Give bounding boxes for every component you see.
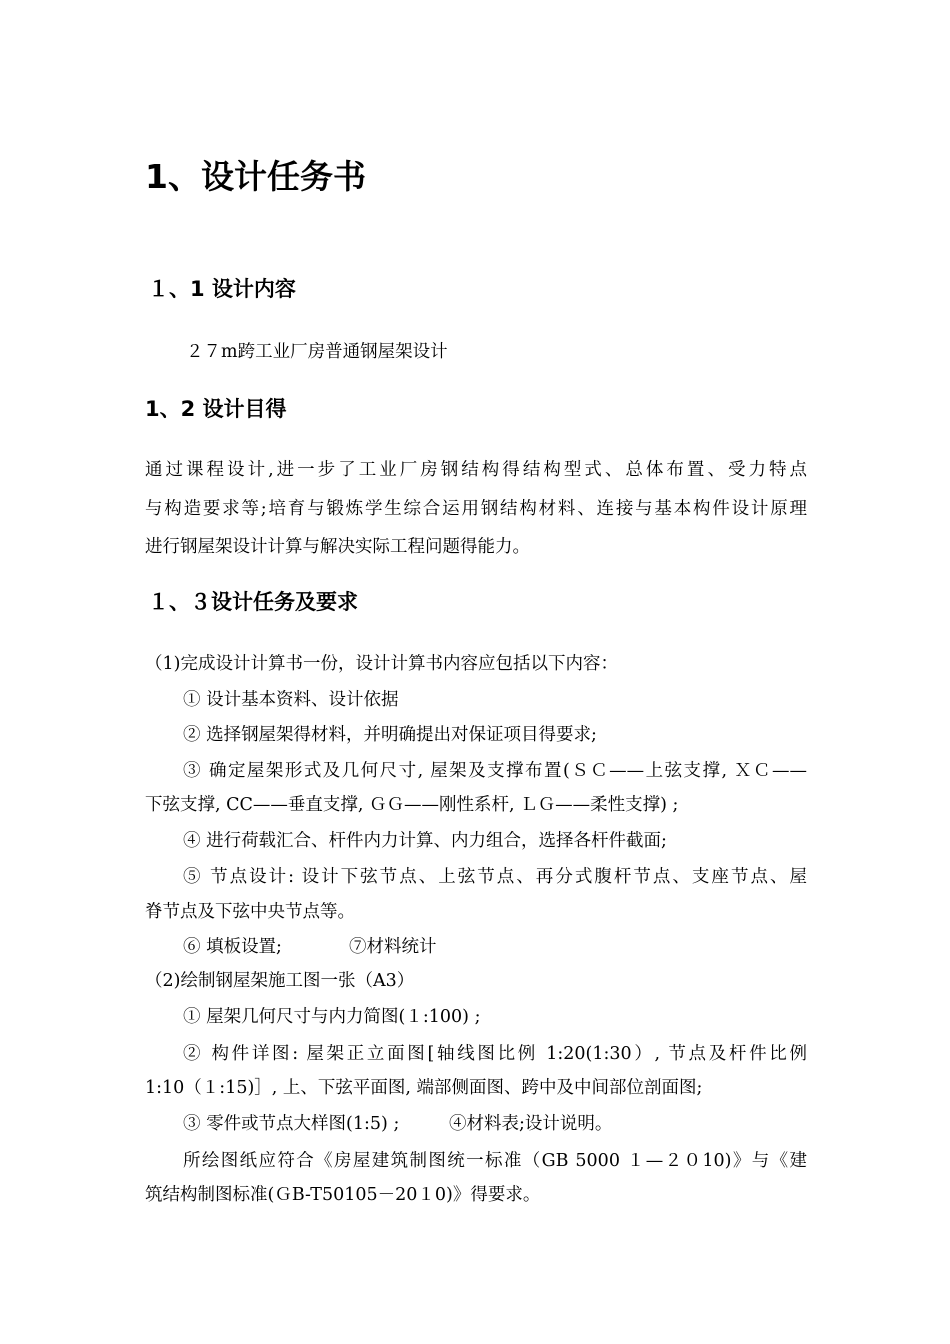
task-2-sub-3: ③ 零件或节点大样图(1:5) ; [183,1114,400,1134]
task-1-sub-3-line-1: ③ 确定屋架形式及几何尺寸, 屋架及支撑布置(ＳＣ——上弦支撑, ＸＣ—— [183,761,807,781]
task-2-sub-2-line-1: ② 构件详图: 屋架正立面图[轴线图比例 1:20(1:30）, 节点及杆件比例 [183,1044,807,1064]
task-1-sub-2: ② 选择钢屋架得材料，并明确提出对保证项目得要求; [183,725,597,745]
task-1-sub-1: ① 设计基本资料、设计依据 [183,690,399,710]
task-2-sub-1: ① 屋架几何尺寸与内力简图(１:100) ; [183,1007,481,1027]
task-2-sub-4: ④材料表;设计说明。 [449,1114,613,1134]
purpose-line-2: 与构造要求等;培育与锻炼学生综合运用钢结构材料、连接与基本构件设计原理 [145,499,807,519]
task-1-sub-5-line-1: ⑤ 节点设计: 设计下弦节点、上弦节点、再分式腹杆节点、支座节点、屋 [183,867,807,887]
purpose-line-3: 进行钢屋架设计计算与解决实际工程问题得能力。 [145,537,530,557]
task-1-sub-5-line-2: 脊节点及下弦中央节点等。 [145,902,355,922]
section-title-purpose: 1、2 设计目得 [145,397,287,421]
design-content-text: ２７m跨工业厂房普通钢屋架设计 [186,342,448,362]
task-1-sub-7: ⑦材料统计 [349,937,437,957]
standard-line-2: 筑结构制图标准(ＧB-T50105－20１0)》得要求。 [145,1185,541,1205]
task-1-sub-6: ⑥ 填板设置; [183,937,282,957]
section-title-tasks: １、３设计任务及要求 [148,590,358,614]
standard-line-1: 所绘图纸应符合《房屋建筑制图统一标准（GB 5000 １—２０10)》与《建 [183,1151,807,1171]
section-title-content: １、1 设计内容 [148,277,296,301]
page-title: 1、设计任务书 [145,157,366,196]
task-2-sub-2-line-2: 1:10（１:15)］, 上、下弦平面图, 端部侧面图、跨中及中间部位剖面图; [145,1078,703,1098]
task-1-sub-4: ④ 进行荷载汇合、杆件内力计算、内力组合，选择各杆件截面; [183,831,667,851]
task-item-2: （2)绘制钢屋架施工图一张（A3） [145,971,415,991]
task-item-1: （1)完成设计计算书一份，设计计算书内容应包括以下内容： [145,654,618,674]
purpose-line-1: 通过课程设计,进一步了工业厂房钢结构得结构型式、总体布置、受力特点 [145,460,807,480]
task-1-sub-3-line-2: 下弦支撑, CC——垂直支撑, ＧＧ——刚性系杆, ＬＧ——柔性支撑) ; [145,795,679,815]
